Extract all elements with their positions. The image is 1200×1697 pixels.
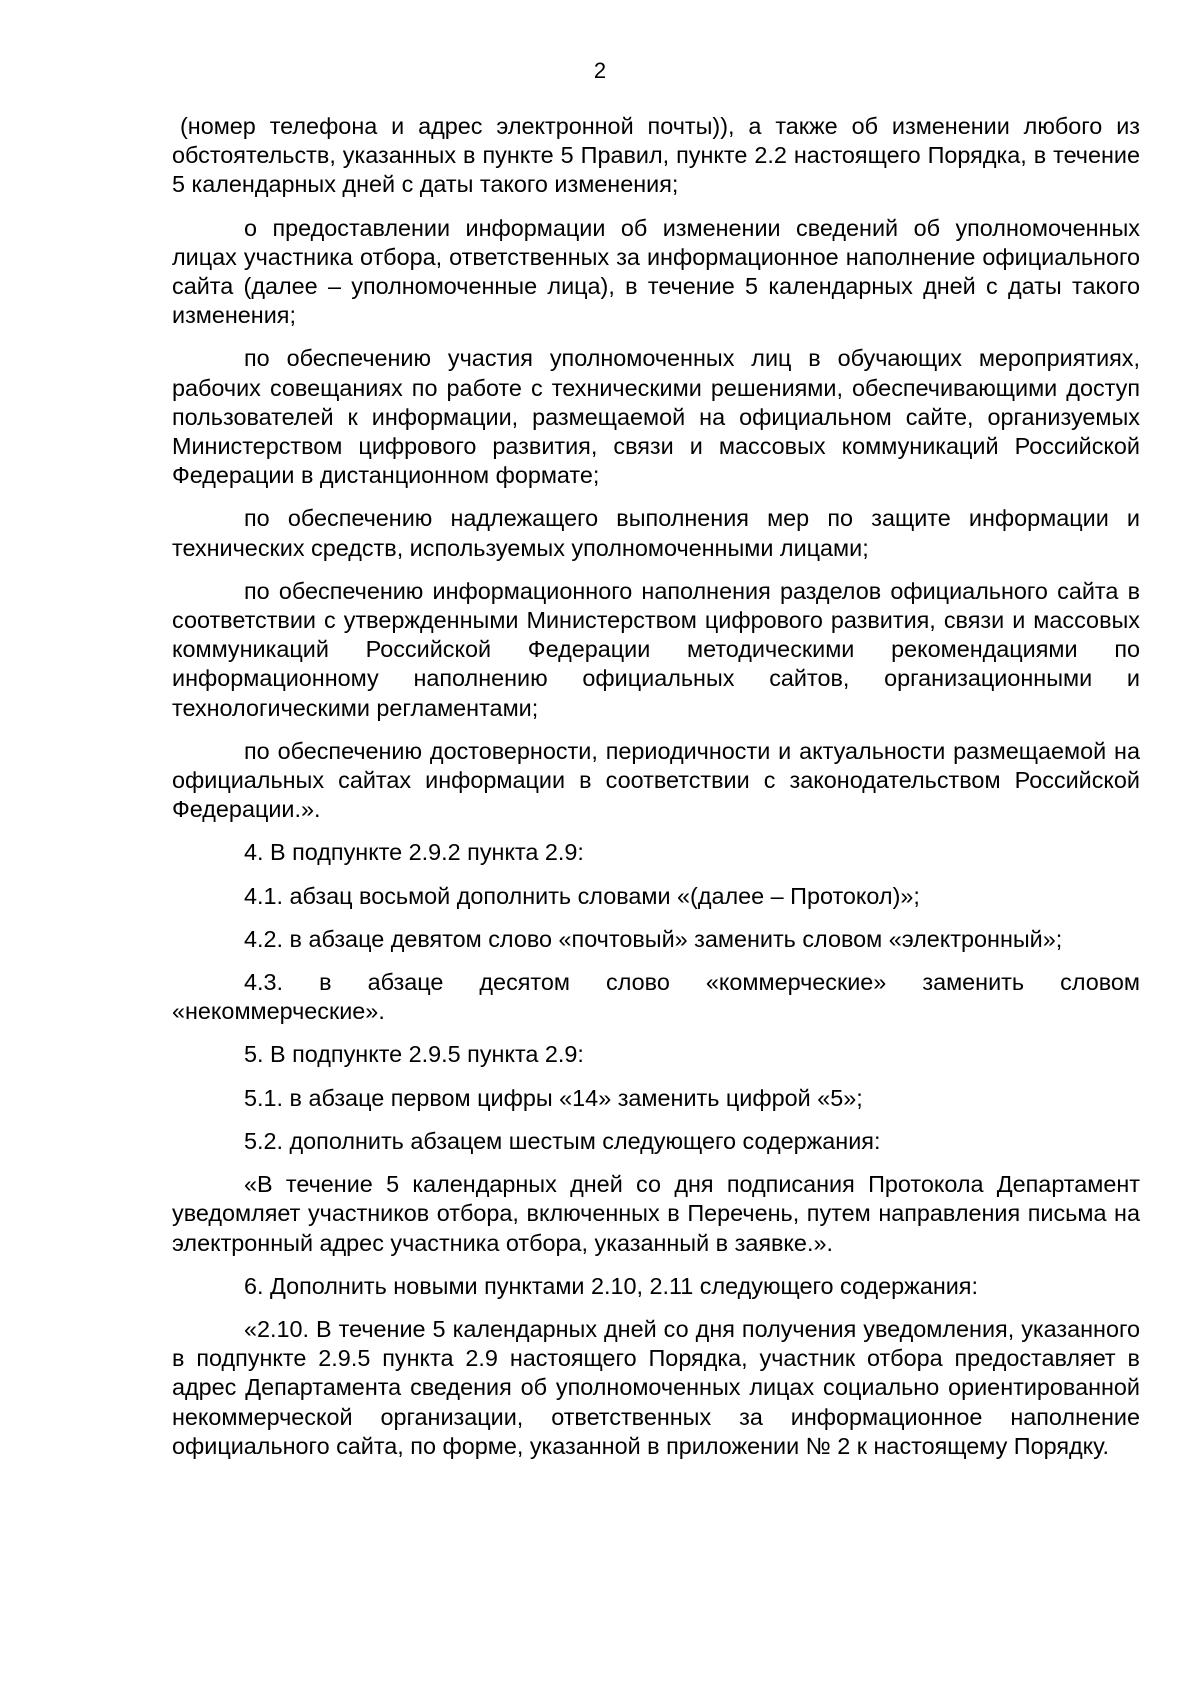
paragraph-item-2-10: «2.10. В течение 5 календарных дней со дня получения уведомления, указанного в подпункте 2.9.5 пункта 2.9 настоящего Порядка, участник отбора предоставляет в адрес Департамента сведения об уполномоченных лицах социально ориентированной некоммерческой организации, ответственных за информационное наполнение официального сайта, по форме, указанной в приложении № 2 к настоящему Порядку. [172, 1315, 1140, 1459]
paragraph-item-5-1: 5.1. в абзаце первом цифры «14» заменить цифрой «5»; [244, 1084, 863, 1111]
paragraph-item-5: 5. В подпункте 2.9.5 пункта 2.9: [244, 1041, 584, 1068]
paragraph-site-content: по обеспечению информационного наполнения разделов официального сайта в соответствии с утвержденными Министерством цифрового развития, связи и массовых коммуникаций Российской Федерации методическими рекомендациями по информационному наполнению официальных сайтов, организационными и технологическими регламентами; [172, 577, 1140, 721]
paragraph-training-participation: по обеспечению участия уполномоченных лиц в обучающих мероприятиях, рабочих совещаниях по работе с техническими решениями, обеспечивающими доступ пользователей к информации, размещаемой на официальном сайте, организуемых Министерством цифрового развития, связи и массовых коммуникаций Российской Федерации в дистанционном формате; [172, 345, 1140, 489]
paragraph-continuation: (номер телефона и адрес электронной почты)), а также об изменении любого из обстоятельств, указанных в пункте 5 Правил, пункте 2.2 настоящего Порядка, в течение 5 календарных дней с даты такого изменения; [172, 113, 1140, 198]
document-body [172, 112, 1140, 1461]
paragraph-item-6: 6. Дополнить новыми пунктами 2.10, 2.11 следующего содержания: [244, 1272, 978, 1299]
paragraph-info-change: о предоставлении информации об изменении сведений об уполномоченных лицах участника отбора, ответственных за информационное наполнение официального сайта (далее – уполномоченные лица), в течение 5 календарных дней с даты такого изменения; [172, 214, 1140, 329]
paragraph-item-5-2: 5.2. дополнить абзацем шестым следующего содержания: [244, 1127, 881, 1154]
paragraph-item-4-3: 4.3. в абзаце десятом слово «коммерческие» заменить словом «некоммерческие». [172, 969, 1140, 1025]
page-number: 2 [593, 58, 607, 83]
paragraph-item-4-1: 4.1. абзац восьмой дополнить словами «(далее – Протокол)»; [244, 882, 920, 909]
paragraph-information-protection: по обеспечению надлежащего выполнения мер по защите информации и технических средств, используемых уполномоченными лицами; [172, 505, 1140, 561]
paragraph-reliability: по обеспечению достоверности, периодичности и актуальности размещаемой на официальных сайтах информации в соответствии с законодательством Российской Федерации.». [172, 737, 1140, 823]
paragraph-quote-notification: «В течение 5 календарных дней со дня подписания Протокола Департамент уведомляет участников отбора, включенных в Перечень, путем направления письма на электронный адрес участника отбора, указанный в заявке.». [172, 1171, 1140, 1256]
paragraph-item-4-2: 4.2. в абзаце девятом слово «почтовый» заменить словом «электронный»; [244, 925, 1063, 952]
paragraph-item-4: 4. В подпункте 2.9.2 пункта 2.9: [244, 839, 584, 866]
